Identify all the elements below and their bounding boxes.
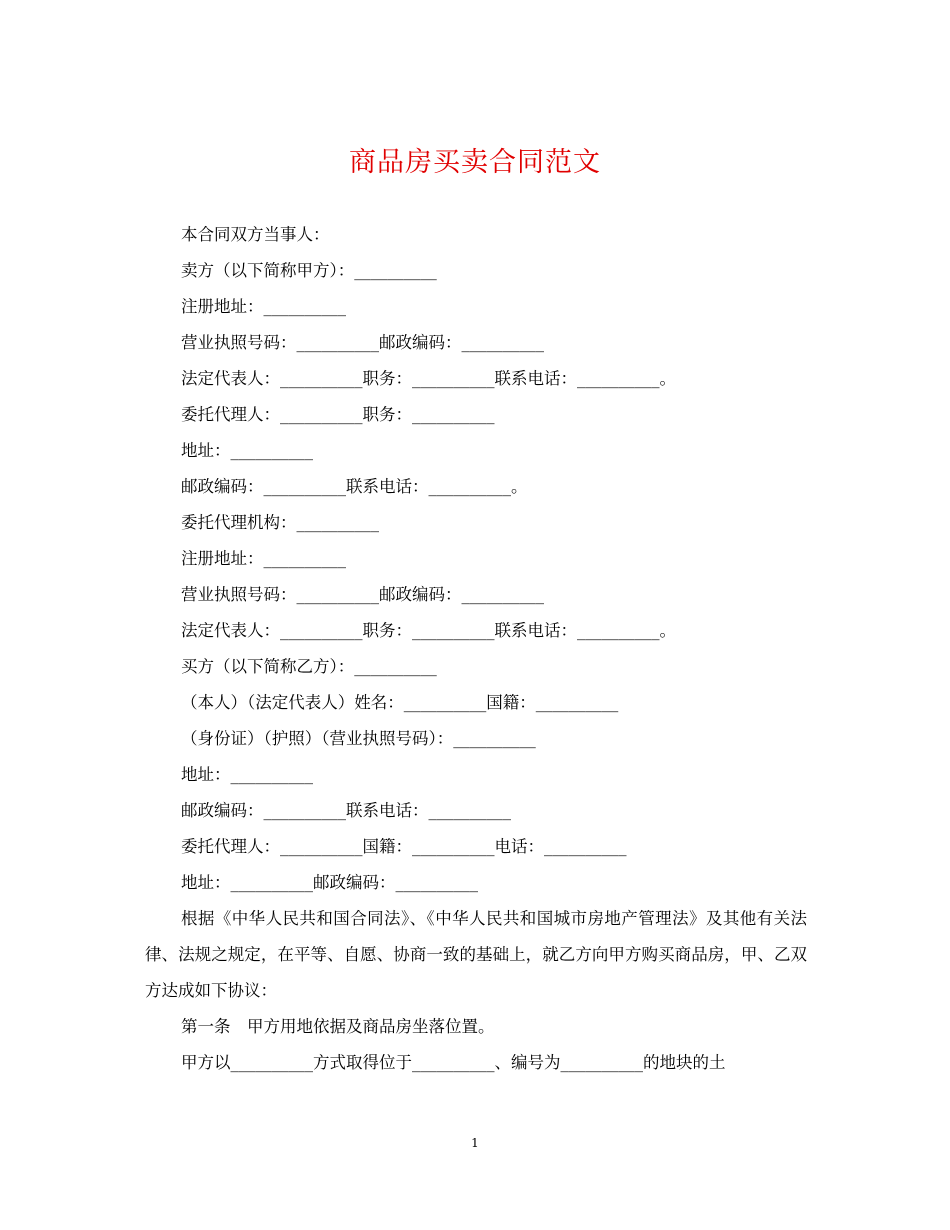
article-1-heading: 第一条 甲方用地依据及商品房坐落位置。 [181, 1017, 495, 1036]
seller-agent-address-line: 地址：__________ [181, 441, 313, 460]
party-intro-line: 本合同双方当事人： [181, 225, 330, 244]
page-number: 1 [471, 1136, 479, 1150]
buyer-agent-address-line: 地址：__________邮政编码：__________ [181, 873, 478, 892]
agency-address-line: 注册地址：__________ [181, 549, 346, 568]
seller-license-line: 营业执照号码：__________邮政编码：__________ [181, 333, 544, 352]
seller-address-line: 注册地址：__________ [181, 297, 346, 316]
seller-agent-line: 委托代理人：__________职务：__________ [181, 405, 495, 424]
seller-agent-contact-line: 邮政编码：__________联系电话：__________。 [181, 477, 528, 496]
agency-line: 委托代理机构：__________ [181, 513, 379, 532]
agency-license-line: 营业执照号码：__________邮政编码：__________ [181, 585, 544, 604]
document-body [145, 217, 807, 1081]
buyer-id-line: （身份证）（护照）（营业执照号码）：__________ [181, 729, 536, 748]
legal-basis-paragraph: 根据《中华人民共和国合同法》、《中华人民共和国城市房地产管理法》及其他有关法律、法规之规定，在平等、自愿、协商一致的基础上，就乙方向甲方购买商品房，甲、乙双方达成如下协议： [145, 909, 807, 1000]
buyer-line: 买方（以下简称乙方）：__________ [181, 657, 437, 676]
buyer-contact-line: 邮政编码：__________联系电话：__________ [181, 801, 511, 820]
buyer-address-line: 地址：__________ [181, 765, 313, 784]
seller-line: 卖方（以下简称甲方）：__________ [181, 261, 437, 280]
seller-legal-rep-line: 法定代表人：__________职务：__________联系电话：__________。 [181, 369, 676, 388]
article-1-text: 甲方以__________方式取得位于__________、编号为__________的地块的土 [181, 1053, 726, 1072]
agency-legal-rep-line: 法定代表人：__________职务：__________联系电话：__________。 [181, 621, 676, 640]
buyer-name-line: （本人）（法定代表人）姓名：__________国籍：__________ [181, 693, 619, 712]
buyer-agent-line: 委托代理人：__________国籍：__________电话：__________ [181, 837, 627, 856]
document-title: 商品房买卖合同范文 [349, 147, 601, 178]
